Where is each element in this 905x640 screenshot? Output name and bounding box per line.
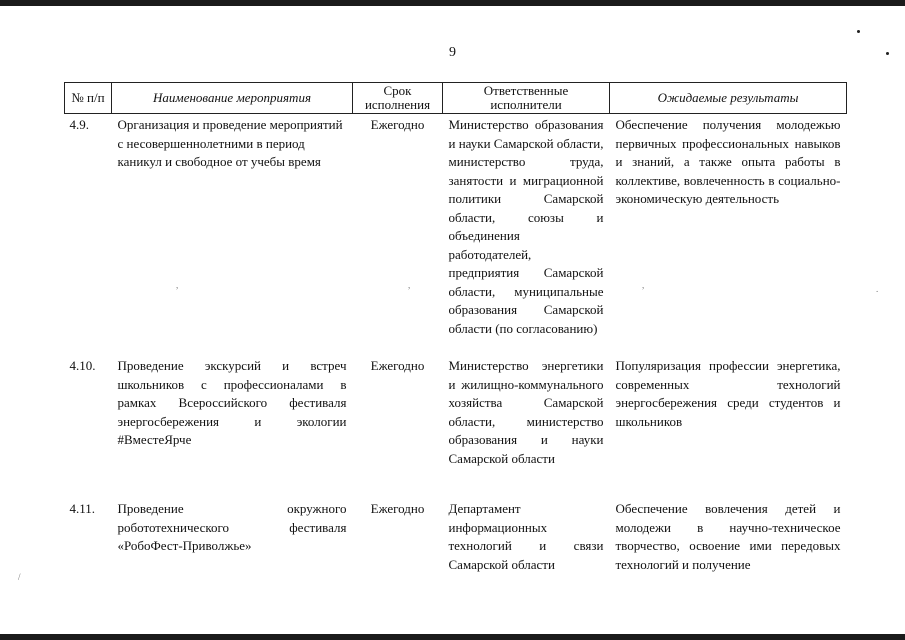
scan-mark: , bbox=[176, 280, 179, 290]
row-responsible: Министерство образования и науки Самарской области, министерство труда, занятости и миграционной политики Самарской области, союзы и объединения работодателей, предприятия Самарской области, муниципальные образования Самарской области (по согласованию) bbox=[448, 117, 604, 336]
table-row bbox=[65, 114, 847, 358]
row-responsible: Министерство энергетики и жилищно-коммунального хозяйства Самарской области, министерство образования и науки Самарской области bbox=[448, 358, 604, 466]
row-num: 4.10. bbox=[69, 358, 96, 373]
row-name: Организация и проведение мероприятий с несовершеннолетними в период каникул и свободное от учебы время bbox=[117, 117, 343, 169]
row-responsible: Департамент информационных технологий и связи Самарской области bbox=[448, 501, 604, 572]
row-term: Ежегодно bbox=[370, 358, 425, 373]
table-row bbox=[65, 357, 847, 500]
header-name: Наименование мероприятия bbox=[112, 83, 353, 114]
row-results: Популяризация профессии энергетика, современных технологий энергосбережения среди студентов и школьников bbox=[615, 358, 841, 429]
scan-mark: , bbox=[408, 280, 411, 290]
header-responsible: Ответственные исполнители bbox=[443, 83, 610, 114]
scan-mark: . bbox=[876, 284, 879, 294]
table-row bbox=[65, 500, 847, 574]
header-term: Срок исполнения bbox=[353, 83, 443, 114]
row-term: Ежегодно bbox=[370, 117, 425, 132]
scan-bottom-edge bbox=[0, 634, 905, 640]
header-num: № п/п bbox=[65, 83, 112, 114]
page-number: 9 bbox=[449, 45, 456, 60]
header-results: Ожидаемые результаты bbox=[610, 83, 847, 114]
scan-mark: / bbox=[18, 572, 21, 582]
row-num: 4.9. bbox=[69, 117, 89, 132]
scan-mark: , bbox=[642, 280, 645, 290]
row-name: Проведение экскурсий и встреч школьников с профессионалами в рамках Всероссийского фестиваля энергосбережения и экологии #ВместеЯрче bbox=[117, 358, 347, 447]
scan-top-edge bbox=[0, 0, 905, 6]
scan-speck bbox=[857, 30, 860, 33]
row-term: Ежегодно bbox=[370, 501, 425, 516]
table-header-row bbox=[65, 83, 847, 114]
row-results: Обеспечение получения молодежью первичных профессиональных навыков и знаний, а также опыта работы в коллективе, вовлеченность в социально-экономическую деятельность bbox=[615, 117, 841, 206]
row-num: 4.11. bbox=[69, 501, 96, 516]
measures-table bbox=[64, 82, 847, 574]
row-results: Обеспечение вовлечения детей и молодежи в научно-техническое творчество, освоение ими передовых технологий и получение bbox=[615, 501, 841, 572]
row-name: Проведение окружного робототехнического фестиваля «РобоФест-Приволжье» bbox=[117, 501, 347, 553]
